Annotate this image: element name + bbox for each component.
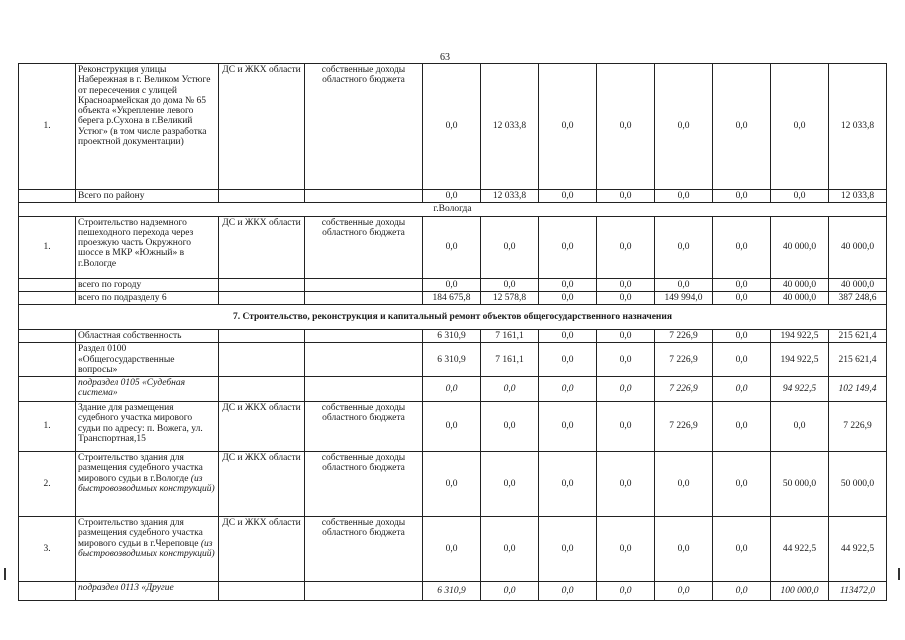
- row-total-value: 215 621,4: [829, 343, 887, 377]
- table-row: [19, 517, 887, 582]
- row-value: 0,0: [713, 402, 771, 452]
- row-value: 7 226,9: [655, 402, 713, 452]
- row-value: 0,0: [539, 452, 597, 517]
- row-value: 0,0: [597, 64, 655, 190]
- table-row: [19, 278, 887, 291]
- budget-table: [18, 63, 887, 601]
- row-name: [76, 452, 219, 517]
- row-organization: [219, 330, 305, 343]
- row-value: 0,0: [771, 64, 829, 190]
- row-total-value: 12 033,8: [829, 64, 887, 190]
- row-name: [76, 190, 219, 203]
- table-row: [19, 203, 887, 216]
- row-value: 40 000,0: [771, 278, 829, 291]
- row-value: 0,0: [423, 64, 481, 190]
- row-total-value: 40 000,0: [829, 278, 887, 291]
- row-number: [19, 278, 76, 291]
- row-value: 0,0: [481, 278, 539, 291]
- row-number: [19, 190, 76, 203]
- row-name-text: Строительство здания для размещения судебного участка мирового судьи в г.Череповце: [78, 518, 203, 549]
- row-number: 1.: [19, 402, 76, 452]
- row-value: 0,0: [713, 452, 771, 517]
- row-name: [76, 402, 219, 452]
- row-organization: ДС и ЖКХ области: [219, 452, 305, 517]
- row-funding-source: [305, 278, 423, 291]
- row-funding-source: [305, 190, 423, 203]
- row-name-text: всего по городу: [78, 279, 142, 290]
- row-value: 0,0: [597, 452, 655, 517]
- row-value: 194 922,5: [771, 330, 829, 343]
- row-value: 0,0: [481, 402, 539, 452]
- row-value: 0,0: [597, 517, 655, 582]
- row-total-value: 215 621,4: [829, 330, 887, 343]
- row-number: [19, 377, 76, 402]
- row-funding-source: [305, 582, 423, 601]
- row-value: 0,0: [655, 452, 713, 517]
- row-value: 0,0: [423, 377, 481, 402]
- row-value: 0,0: [481, 377, 539, 402]
- table-row: [19, 343, 887, 377]
- row-value: 0,0: [481, 452, 539, 517]
- row-value: 194 922,5: [771, 343, 829, 377]
- row-value: 7 226,9: [655, 343, 713, 377]
- row-total-value: 12 033,8: [829, 190, 887, 203]
- row-value: 0,0: [539, 517, 597, 582]
- table-row: [19, 402, 887, 452]
- row-value: 0,0: [481, 216, 539, 278]
- row-name-text: Всего по району: [78, 191, 145, 201]
- row-organization: [219, 582, 305, 601]
- row-total-value: 387 248,6: [829, 291, 887, 304]
- row-name: [76, 343, 219, 377]
- row-value: 0,0: [539, 278, 597, 291]
- left-margin-mark: [4, 568, 6, 580]
- row-name: [76, 330, 219, 343]
- row-value: 0,0: [597, 291, 655, 304]
- row-value: 6 310,9: [423, 330, 481, 343]
- row-number: [19, 582, 76, 601]
- row-value: 0,0: [423, 190, 481, 203]
- row-value: 0,0: [655, 190, 713, 203]
- row-funding-source: [305, 330, 423, 343]
- row-value: 6 310,9: [423, 343, 481, 377]
- row-total-value: 50 000,0: [829, 452, 887, 517]
- row-value: 0,0: [713, 278, 771, 291]
- row-funding-source: собственные доходы областного бюджета: [305, 452, 423, 517]
- row-value: 0,0: [713, 64, 771, 190]
- row-value: 44 922,5: [771, 517, 829, 582]
- table-row: [19, 330, 887, 343]
- row-value: 0,0: [771, 190, 829, 203]
- row-total-value: 102 149,4: [829, 377, 887, 402]
- row-value: 0,0: [539, 402, 597, 452]
- row-number: [19, 330, 76, 343]
- row-value: 184 675,8: [423, 291, 481, 304]
- row-value: 0,0: [713, 190, 771, 203]
- row-name: [76, 377, 219, 402]
- right-margin-mark: [898, 568, 900, 580]
- row-name-text: Раздел 0100 «Общегосударственные вопросы»: [78, 344, 175, 375]
- row-value: 0,0: [655, 64, 713, 190]
- row-number: [19, 343, 76, 377]
- row-value: 0,0: [539, 291, 597, 304]
- row-name: [76, 517, 219, 582]
- row-organization: [219, 377, 305, 402]
- row-value: 0,0: [713, 330, 771, 343]
- row-value: 0,0: [655, 278, 713, 291]
- row-value: 12 578,8: [481, 291, 539, 304]
- table-row: [19, 305, 887, 330]
- row-total-value: 113472,0: [829, 582, 887, 601]
- row-organization: ДС и ЖКХ области: [219, 517, 305, 582]
- row-value: 0,0: [713, 377, 771, 402]
- row-name-note: (из быстровозводимых конструкций): [78, 538, 215, 559]
- row-name-text: подраздел 0113 «Другие: [78, 583, 174, 593]
- row-value: 0,0: [597, 377, 655, 402]
- table-row: [19, 291, 887, 304]
- row-value: 100 000,0: [771, 582, 829, 601]
- table-row: [19, 377, 887, 402]
- row-name: [76, 216, 219, 278]
- row-value: 40 000,0: [771, 291, 829, 304]
- row-name: [76, 278, 219, 291]
- row-number: 2.: [19, 452, 76, 517]
- row-value: 7 161,1: [481, 330, 539, 343]
- row-value: 7 226,9: [655, 330, 713, 343]
- row-value: 0,0: [655, 216, 713, 278]
- row-organization: ДС и ЖКХ области: [219, 216, 305, 278]
- table-row: [19, 216, 887, 278]
- table-row: [19, 452, 887, 517]
- row-value: 6 310,9: [423, 582, 481, 601]
- table-row: [19, 582, 887, 601]
- section-title: 7. Строительство, реконструкция и капитальный ремонт объектов общегосударственного назначения: [19, 305, 887, 330]
- row-value: 0,0: [423, 216, 481, 278]
- row-value: 0,0: [655, 582, 713, 601]
- row-name-text: подраздел 0105 «Судебная система»: [78, 378, 186, 399]
- row-total-value: 44 922,5: [829, 517, 887, 582]
- row-value: 0,0: [539, 64, 597, 190]
- table-row: [19, 190, 887, 203]
- row-organization: [219, 278, 305, 291]
- row-value: 0,0: [597, 402, 655, 452]
- row-value: 0,0: [597, 216, 655, 278]
- row-value: 0,0: [655, 517, 713, 582]
- row-name-text: всего по подразделу 6: [78, 292, 167, 303]
- row-name-text: Строительство надземного пешеходного перехода через проезжую часть Окружного шоссе в МКР «Южный» в г.Вологде: [78, 217, 194, 269]
- row-value: 0,0: [597, 190, 655, 203]
- row-value: 0,0: [481, 582, 539, 601]
- row-number: [19, 291, 76, 304]
- row-organization: [219, 343, 305, 377]
- row-funding-source: [305, 343, 423, 377]
- row-value: 0,0: [423, 517, 481, 582]
- row-value: 0,0: [539, 377, 597, 402]
- row-value: 0,0: [713, 343, 771, 377]
- row-value: 0,0: [713, 291, 771, 304]
- row-organization: ДС и ЖКХ области: [219, 402, 305, 452]
- row-value: 0,0: [423, 278, 481, 291]
- row-value: 0,0: [771, 402, 829, 452]
- row-number: 3.: [19, 517, 76, 582]
- row-value: 0,0: [481, 517, 539, 582]
- row-funding-source: [305, 291, 423, 304]
- row-funding-source: [305, 377, 423, 402]
- row-value: 50 000,0: [771, 452, 829, 517]
- row-organization: [219, 291, 305, 304]
- row-value: 0,0: [539, 216, 597, 278]
- row-value: 0,0: [713, 216, 771, 278]
- row-name-text: Здание для размещения судебного участка мирового судьи по адресу: п. Вожега, ул. Транспортная,15: [78, 403, 203, 444]
- row-value: 0,0: [597, 343, 655, 377]
- row-value: 12 033,8: [481, 190, 539, 203]
- row-name-text: Областная собственность: [78, 331, 182, 341]
- row-name-note: (из быстровозводимых конструкций): [78, 473, 215, 494]
- row-value: 94 922,5: [771, 377, 829, 402]
- row-value: 0,0: [539, 343, 597, 377]
- row-name: [76, 64, 219, 190]
- row-value: 0,0: [713, 582, 771, 601]
- row-value: 0,0: [423, 452, 481, 517]
- row-number: 1.: [19, 64, 76, 190]
- row-value: 7 226,9: [655, 377, 713, 402]
- row-value: 12 033,8: [481, 64, 539, 190]
- row-value: 0,0: [539, 330, 597, 343]
- row-value: 40 000,0: [771, 216, 829, 278]
- row-funding-source: собственные доходы областного бюджета: [305, 216, 423, 278]
- row-name: [76, 582, 219, 601]
- row-funding-source: собственные доходы областного бюджета: [305, 64, 423, 190]
- row-funding-source: собственные доходы областного бюджета: [305, 517, 423, 582]
- row-value: 0,0: [539, 190, 597, 203]
- row-name: [76, 291, 219, 304]
- row-total-value: 40 000,0: [829, 216, 887, 278]
- section-title: г.Вологда: [19, 203, 887, 216]
- row-organization: ДС и ЖКХ области: [219, 64, 305, 190]
- row-value: 0,0: [713, 517, 771, 582]
- row-value: 0,0: [539, 582, 597, 601]
- row-name-text: Строительство здания для размещения судебного участка мирового судьи в г.Вологде: [78, 453, 203, 484]
- table-row: [19, 64, 887, 190]
- row-name-text: Реконструкция улицы Набережная в г. Великом Устюге от пересечения с улицей Красноармейская до дома № 65 объекта «Укрепление левого берега р.Сухона в г.Великий Устюг» (в том числе разработка проектной документации): [78, 65, 211, 147]
- row-value: 7 161,1: [481, 343, 539, 377]
- row-value: 0,0: [423, 402, 481, 452]
- row-value: 0,0: [597, 278, 655, 291]
- row-funding-source: собственные доходы областного бюджета: [305, 402, 423, 452]
- row-value: 0,0: [597, 330, 655, 343]
- row-organization: [219, 190, 305, 203]
- row-value: 149 994,0: [655, 291, 713, 304]
- row-value: 0,0: [597, 582, 655, 601]
- page-number: 63: [440, 52, 450, 63]
- row-number: 1.: [19, 216, 76, 278]
- row-total-value: 7 226,9: [829, 402, 887, 452]
